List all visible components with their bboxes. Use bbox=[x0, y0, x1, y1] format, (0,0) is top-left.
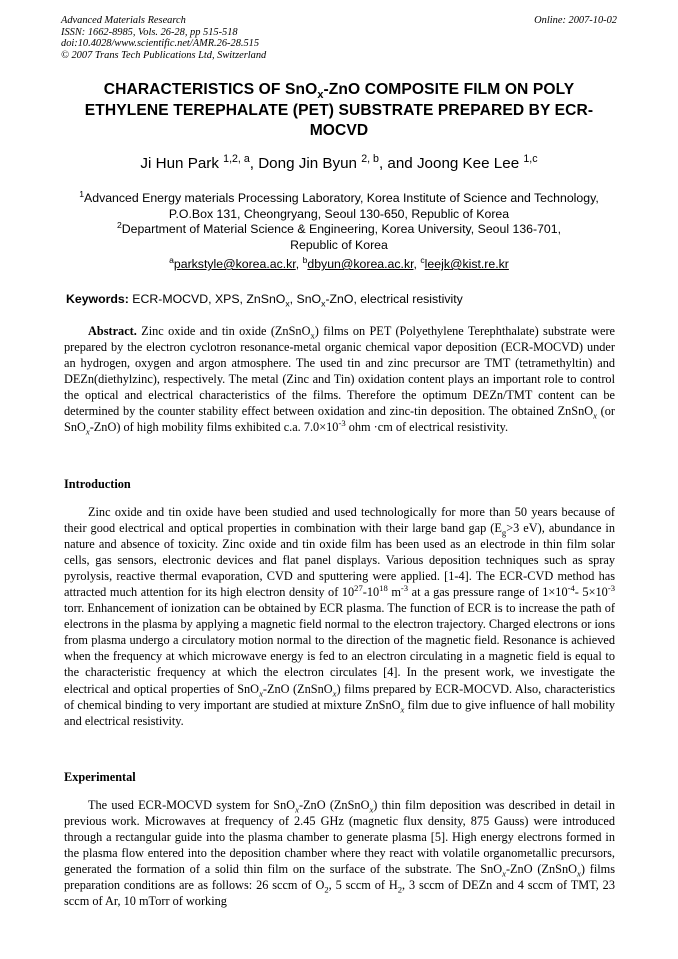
text: , 3 sccm of DEZn and 4 sccm of TMT, 23 sccm of Ar, 10 mTorr of working bbox=[64, 878, 615, 909]
keywords-text: -ZnO, electrical resistivity bbox=[325, 292, 463, 306]
subscript: x bbox=[321, 298, 326, 309]
text: - 5×10 bbox=[574, 585, 608, 600]
email-marker: b bbox=[302, 254, 308, 265]
superscript: -4 bbox=[567, 583, 575, 594]
author-name: Ji Hun Park bbox=[140, 155, 219, 172]
email-separator: , bbox=[413, 257, 421, 271]
text: -ZnO (ZnSnO bbox=[505, 862, 577, 877]
subscript: 2 bbox=[324, 884, 329, 895]
section-experimental bbox=[64, 769, 615, 909]
subscript: 2 bbox=[397, 884, 403, 895]
subscript: x bbox=[285, 298, 290, 309]
text: -ZnO (ZnSnO bbox=[262, 681, 333, 696]
subscript: g bbox=[501, 527, 507, 538]
email-marker: c bbox=[420, 254, 425, 265]
affiliations bbox=[61, 188, 617, 253]
superscript: -3 bbox=[400, 583, 409, 594]
author-affil-marker: 2, b bbox=[361, 152, 379, 165]
section-heading: Experimental bbox=[64, 770, 136, 784]
text: ) films preparation conditions are as follows: 26 sccm of O bbox=[64, 862, 615, 893]
subscript: x bbox=[400, 704, 405, 715]
text: , 5 sccm of H bbox=[328, 878, 398, 893]
keywords-label: Keywords: bbox=[66, 292, 129, 306]
subscript: x bbox=[593, 410, 597, 421]
author-name: Dong Jin Byun bbox=[258, 155, 357, 172]
text: Zinc oxide and tin oxide (ZnSnO bbox=[136, 324, 311, 338]
author-name: Joong Kee Lee bbox=[416, 155, 520, 172]
text: m bbox=[387, 585, 401, 600]
title-part: -ZnO COMPOSITE FILM ON POLY ETHYLENE TEREPHALATE (PET) SUBSTRATE PREPARED BY ECR-MOCVD bbox=[84, 81, 594, 139]
affil-text: Advanced Energy materials Processing Laboratory, Korea Institute of Science and Technology, bbox=[84, 191, 599, 205]
text: ) thin film deposition was described in detail in previous work. Microwaves at frequency of 2.45 GHz (magnetic flux density, 875 Gauss) were introduced through a rectangular guide into the plasma chamber to generate plasma [5]. High energy electrons formed in the plasma flow entered into the deposition chamber where they react with volatile organometallic precursors, generated the formation of a solid thin film on the surface of the substrate. The SnO bbox=[64, 798, 615, 877]
journal-copyright: © 2007 Trans Tech Publications Ltd, Switzerland bbox=[61, 49, 267, 61]
section-heading: Introduction bbox=[64, 477, 131, 491]
superscript: -3 bbox=[607, 583, 615, 594]
keywords bbox=[66, 291, 616, 307]
affiliation-line: P.O.Box 131, Cheongryang, Seoul 130-650, Republic of Korea bbox=[168, 206, 510, 221]
email-link[interactable]: dbyun@korea.ac.kr bbox=[307, 257, 414, 271]
body-paragraph bbox=[64, 797, 615, 909]
email-link[interactable]: leejk@kist.re.kr bbox=[424, 257, 509, 271]
subscript: x bbox=[259, 687, 263, 698]
affil-marker: 2 bbox=[116, 220, 122, 231]
email-marker: a bbox=[169, 254, 174, 265]
text: -ZnO (ZnSnO bbox=[298, 798, 370, 812]
superscript: 27 bbox=[354, 583, 363, 594]
text: film due to give influence of hall mobility and electrical resistivity. bbox=[64, 697, 615, 728]
body-paragraph bbox=[64, 504, 615, 729]
online-date: Online: 2007-10-02 bbox=[534, 15, 617, 26]
text: -10 bbox=[362, 585, 380, 600]
author-separator: , bbox=[249, 155, 259, 172]
keywords-text: , SnO bbox=[289, 292, 322, 306]
journal-header bbox=[61, 15, 617, 61]
text: Zinc oxide and tin oxide have been studied and used technologically for more than 50 years because of their good electrical and optical properties in combination with their large band gap (E bbox=[64, 505, 615, 536]
subscript: x bbox=[332, 687, 337, 698]
subscript: x bbox=[85, 426, 90, 437]
title-part: CHARACTERISTICS OF SnO bbox=[103, 81, 318, 98]
subscript: x bbox=[310, 330, 315, 341]
section-introduction bbox=[64, 476, 615, 729]
text: at a gas pressure range of 1×10 bbox=[408, 585, 568, 600]
affil-marker: 1 bbox=[79, 188, 85, 199]
paper-title bbox=[61, 80, 617, 142]
email-separator: , bbox=[295, 257, 303, 271]
author-list bbox=[61, 154, 617, 174]
subscript: x bbox=[502, 868, 506, 879]
affiliation-line bbox=[61, 188, 617, 207]
text: >3 eV), abundance in nature and absence of toxicity. Zinc oxide and tin oxide film has been used as an electrode in thin film solar cells, gas sensors, electronic devices and flat panel displays. Various deposition techniques such as spray pyrolysis, reactive thermal evaporation, CVD and sputtering were applied. [1-4]. The ECR-CVD method has attracted much attention for its high electron density of 10 bbox=[64, 521, 615, 600]
author-emails bbox=[61, 254, 617, 273]
abstract-label: Abstract. bbox=[88, 324, 137, 338]
superscript: 18 bbox=[379, 583, 388, 594]
text: The used ECR-MOCVD system for SnO bbox=[88, 798, 296, 812]
text: -ZnO) of high mobility films exhibited c.a. 7.0×10 bbox=[89, 420, 339, 435]
text: (or SnO bbox=[64, 404, 615, 435]
journal-name: Advanced Materials Research bbox=[61, 15, 186, 26]
text: torr. Enhancement of ionization can be obtained by ECR plasma. The function of ECR is to increase the path of electrons in the plasma by applying a magnetic field normal to the electron trajectory. Charged electrons or ions from plasma undergo a circulatory motion normal to the direction of the magnetic field. Resonance is achieved when the frequency at which microwave energy is fed to an electron circulating in a magnetic field is equal to the characteristic frequency at which the electron circulates [4]. In the present work, we investigate the electrical and optical properties of SnO bbox=[64, 601, 615, 696]
author-separator: , and bbox=[378, 155, 417, 172]
email-link[interactable]: parkstyle@korea.ac.kr bbox=[173, 257, 296, 271]
superscript: -3 bbox=[338, 418, 346, 429]
title-subscript: x bbox=[317, 89, 324, 102]
subscript: x bbox=[295, 804, 299, 815]
keywords-text: ECR-MOCVD, XPS, ZnSnO bbox=[128, 292, 286, 306]
subscript: x bbox=[369, 804, 374, 815]
abstract-paragraph bbox=[64, 323, 615, 435]
abstract bbox=[64, 323, 615, 435]
affil-text: Department of Material Science & Engineering, Korea University, Seoul 136-701, bbox=[121, 222, 562, 237]
author-affil-marker: 1,c bbox=[523, 152, 538, 165]
affiliation-line: Republic of Korea bbox=[290, 237, 388, 252]
text: ohm ·cm of electrical resistivity. bbox=[345, 420, 509, 435]
journal-issn: ISSN: 1662-8985, Vols. 26-28, pp 515-518 bbox=[61, 26, 238, 38]
subscript: x bbox=[577, 868, 581, 879]
journal-doi: doi:10.4028/www.scientific.net/AMR.26-28.515 bbox=[61, 38, 260, 50]
text: ) films on PET (Polyethylene Terephthalate) substrate were prepared by the electron cyclotron resonance-metal organic chemical vapor deposition (ECR-MOCVD) under an hydrogen, oxygen and argon atmosphere. The used tin and zinc precursor are TMT (tetramethyltin) and DEZn(diethylzinc), respectively. The metal (Zinc and Tin) oxidation content plays an important role to control the optical and electrical characteristics of the films. Therefore the optimum DEZn/TMT content can be determined by the counter stability effect between oxidation and zinc-tin deposition. The obtained ZnSnO bbox=[64, 324, 615, 419]
text: ) films prepared by ECR-MOCVD. Also, characteristics of chemical binding to very important are studied at mixture ZnSnO bbox=[64, 681, 615, 712]
author-affil-marker: 1,2, a bbox=[223, 152, 250, 165]
affiliation-line bbox=[61, 222, 617, 238]
